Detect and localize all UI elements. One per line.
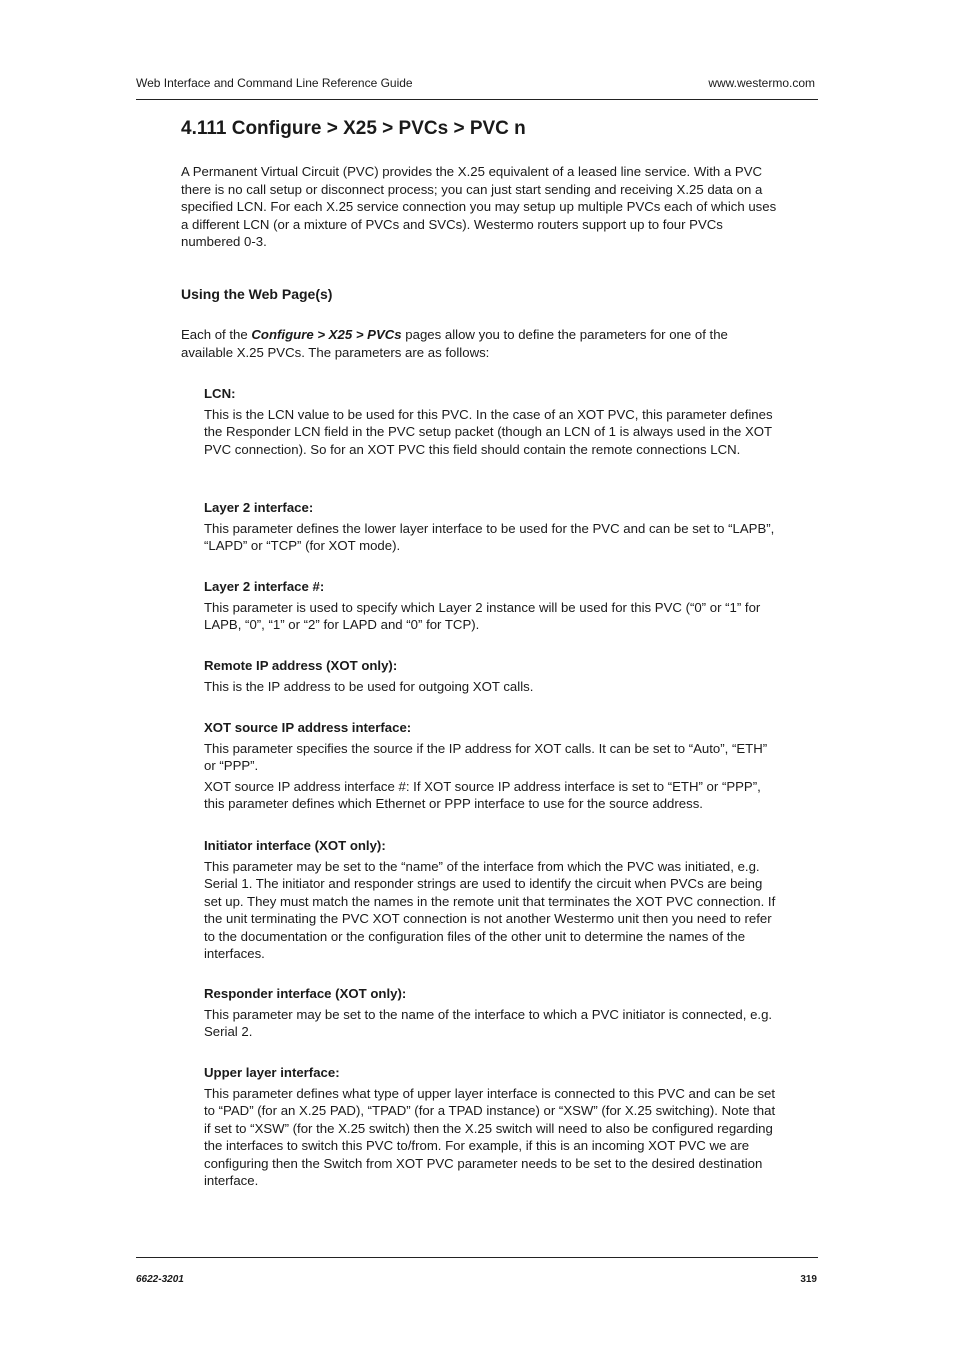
footer-divider	[136, 1257, 818, 1258]
param-label: XOT source IP address interface:	[204, 720, 412, 735]
param-label: Layer 2 interface #:	[204, 579, 325, 594]
web-page-intro	[181, 326, 777, 361]
page-header-url: www.westermo.com	[708, 76, 815, 90]
param-description: This is the IP address to be used for outgoing XOT calls.	[204, 678, 534, 694]
param-description: This parameter may be set to the name of the interface to which a PVC initiator is connected, e.g. Serial 2.	[204, 1006, 773, 1039]
param-label: Layer 2 interface:	[204, 500, 314, 515]
page-header-title: Web Interface and Command Line Reference Guide	[136, 76, 413, 90]
section-title: 4.111 Configure > X25 > PVCs > PVC n	[181, 118, 526, 139]
param-description-extra: XOT source IP address interface #: If XOT source IP address interface is set to “ETH” or “PPP”, this parameter defines which Ethernet or PPP interface to use for the source address.	[204, 778, 761, 811]
param-description: This parameter is used to specify which Layer 2 instance will be used for this PVC (“0” or “1” for LAPB, “0”, “1” or “2” for LAPD and “0” for TCP).	[204, 599, 761, 632]
param-description: This is the LCN value to be used for this PVC. In the case of an XOT PVC, this parameter defines the Responder LCN field in the PVC setup packet (though an LCN of 1 is always used in the XOT PVC connection). So for an XOT PVC this field should contain the remote connections LCN.	[204, 406, 773, 457]
param-description: This parameter defines the lower layer interface to be used for the PVC and can be set to “LAPB”, “LAPD” or “TCP” (for XOT mode).	[204, 520, 775, 553]
param-label: LCN:	[204, 386, 236, 401]
web-page-intro-start: Each of the	[181, 327, 252, 342]
param-lcn	[204, 385, 778, 458]
param-responder-interface	[204, 985, 778, 1041]
web-page-heading: Using the Web Page(s)	[181, 286, 333, 302]
web-page-intro-path: Configure > X25 > PVCs	[251, 327, 402, 342]
param-layer2-interface-number	[204, 578, 778, 634]
param-remote-ip	[204, 657, 778, 695]
param-description: This parameter may be set to the “name” of the interface from which the PVC was initiated, e.g. Serial 1. The initiator and responder strings are used to identify the circuit when PVCs are being set up. They must match the names in the remote unit that terminates the XOT PVC connection. If the unit terminating the PVC XOT connection is not another Westermo unit then you need to refer to the documentation or the configuration files of the other unit to determine the names of the interfaces.	[204, 858, 776, 961]
param-initiator-interface	[204, 837, 778, 963]
param-label: Initiator interface (XOT only):	[204, 838, 386, 853]
param-layer2-interface	[204, 499, 778, 555]
param-description: This parameter specifies the source if the IP address for XOT calls. It can be set to “Auto”, “ETH” or “PPP”.	[204, 740, 768, 773]
footer-page-number: 319	[800, 1274, 817, 1285]
param-upper-layer-interface	[204, 1064, 778, 1190]
param-description: This parameter defines what type of upper layer interface is connected to this PVC and can be set to “PAD” (for an X.25 PAD), “TPAD” (for a TPAD instance) or “XSW” (for X.25 switching). Note that if set to “XSW” (for the X.25 switch) then the X.25 switch will need to also be configured regarding the interfaces to switch this PVC to/from. For example, if this is an incoming XOT PVC we are configuring then the Switch from XOT PVC parameter needs to be set to the desired destination interface.	[204, 1085, 776, 1188]
param-label: Upper layer interface:	[204, 1065, 340, 1080]
header-divider	[136, 99, 818, 100]
web-page-intro-end: pages allow you to define the parameters for one of the available X.25 PVCs. The parameters are as follows:	[181, 327, 728, 360]
footer-doc-number: 6622-3201	[136, 1274, 184, 1285]
section-intro: A Permanent Virtual Circuit (PVC) provides the X.25 equivalent of a leased line service. With a PVC there is no call setup or disconnect process; you can just start sending and receiving X.25 data on a specified LCN. For each X.25 service connection you may setup up multiple PVCs each of which uses a different LCN (or a mixture of PVCs and SVCs). Westermo routers support up to four PVCs numbered 0-3.	[181, 164, 777, 249]
param-label: Remote IP address (XOT only):	[204, 658, 398, 673]
param-xot-source-ip	[204, 719, 778, 813]
param-label: Responder interface (XOT only):	[204, 986, 407, 1001]
